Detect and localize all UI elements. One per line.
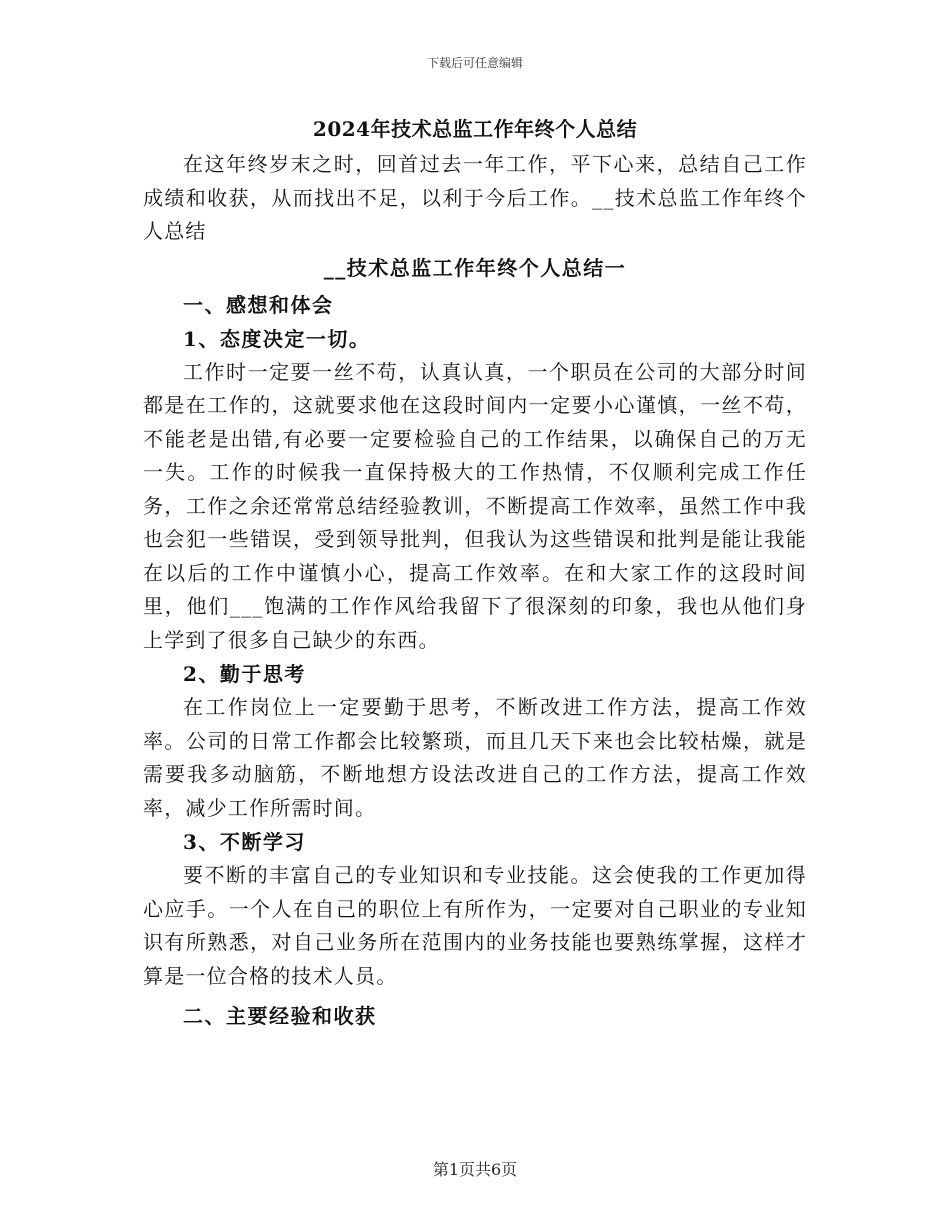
section-title: __技术总监工作年终个人总结一 <box>323 255 627 280</box>
part2-heading: 二、主要经验和收获 <box>183 1004 377 1028</box>
item1-heading: 1、态度决定一切。 <box>183 326 371 351</box>
item2-heading: 2、勤于思考 <box>183 662 306 686</box>
page-number: 第1页共6页 <box>432 1160 518 1179</box>
item3-heading: 3、不断学习 <box>183 830 306 854</box>
header-note: 下载后可任意编辑 <box>426 56 523 70</box>
document-body <box>143 112 807 1033</box>
part1-heading: 一、感想和体会 <box>183 292 334 317</box>
item3-paragraph: 要不断的丰富自己的专业知识和专业技能。这会使我的工作更加得心应手。一个人在自己的职位上有所作为，一定要对自己职业的专业知识有所熟悉，对自己业务所在范围内的业务技能也要熟练掌握，这样才算是一位合格的技术人员。 <box>143 863 807 988</box>
item1-paragraph: 工作时一定要一丝不苟，认真认真，一个职员在公司的大部分时间都是在工作的，这就要求他在这段时间内一定要小心谨慎，一丝不苟，不能老是出错,有必要一定要检验自己的工作结果，以确保自己的万无一失。工作的时候我一直保持极大的工作热情，不仅顺利完成工作任务，工作之余还常常总结经验教训，不断提高工作效率，虽然工作中我也会犯一些错误，受到领导批判，但我认为这些错误和批判是能让我能在以后的工作中谨慎小心，提高工作效率。在和大家工作的这段时间里，他们___饱满的工作作风给我留下了很深刻的印象，我也从他们身上学到了很多自己缺少的东西。 <box>143 359 807 652</box>
document-title: 2024年技术总监工作年终个人总结 <box>312 117 638 141</box>
intro-paragraph: 在这年终岁末之时，回首过去一年工作，平下心来，总结自己工作成绩和收获，从而找出不足，以利于今后工作。__技术总监工作年终个人总结 <box>143 152 807 243</box>
item2-paragraph: 在工作岗位上一定要勤于思考，不断改进工作方法，提高工作效率。公司的日常工作都会比较繁琐，而且几天下来也会比较枯燥，就是需要我多动脑筋，不断地想方设法改进自己的工作方法，提高工作效率，减少工作所需时间。 <box>143 695 807 820</box>
